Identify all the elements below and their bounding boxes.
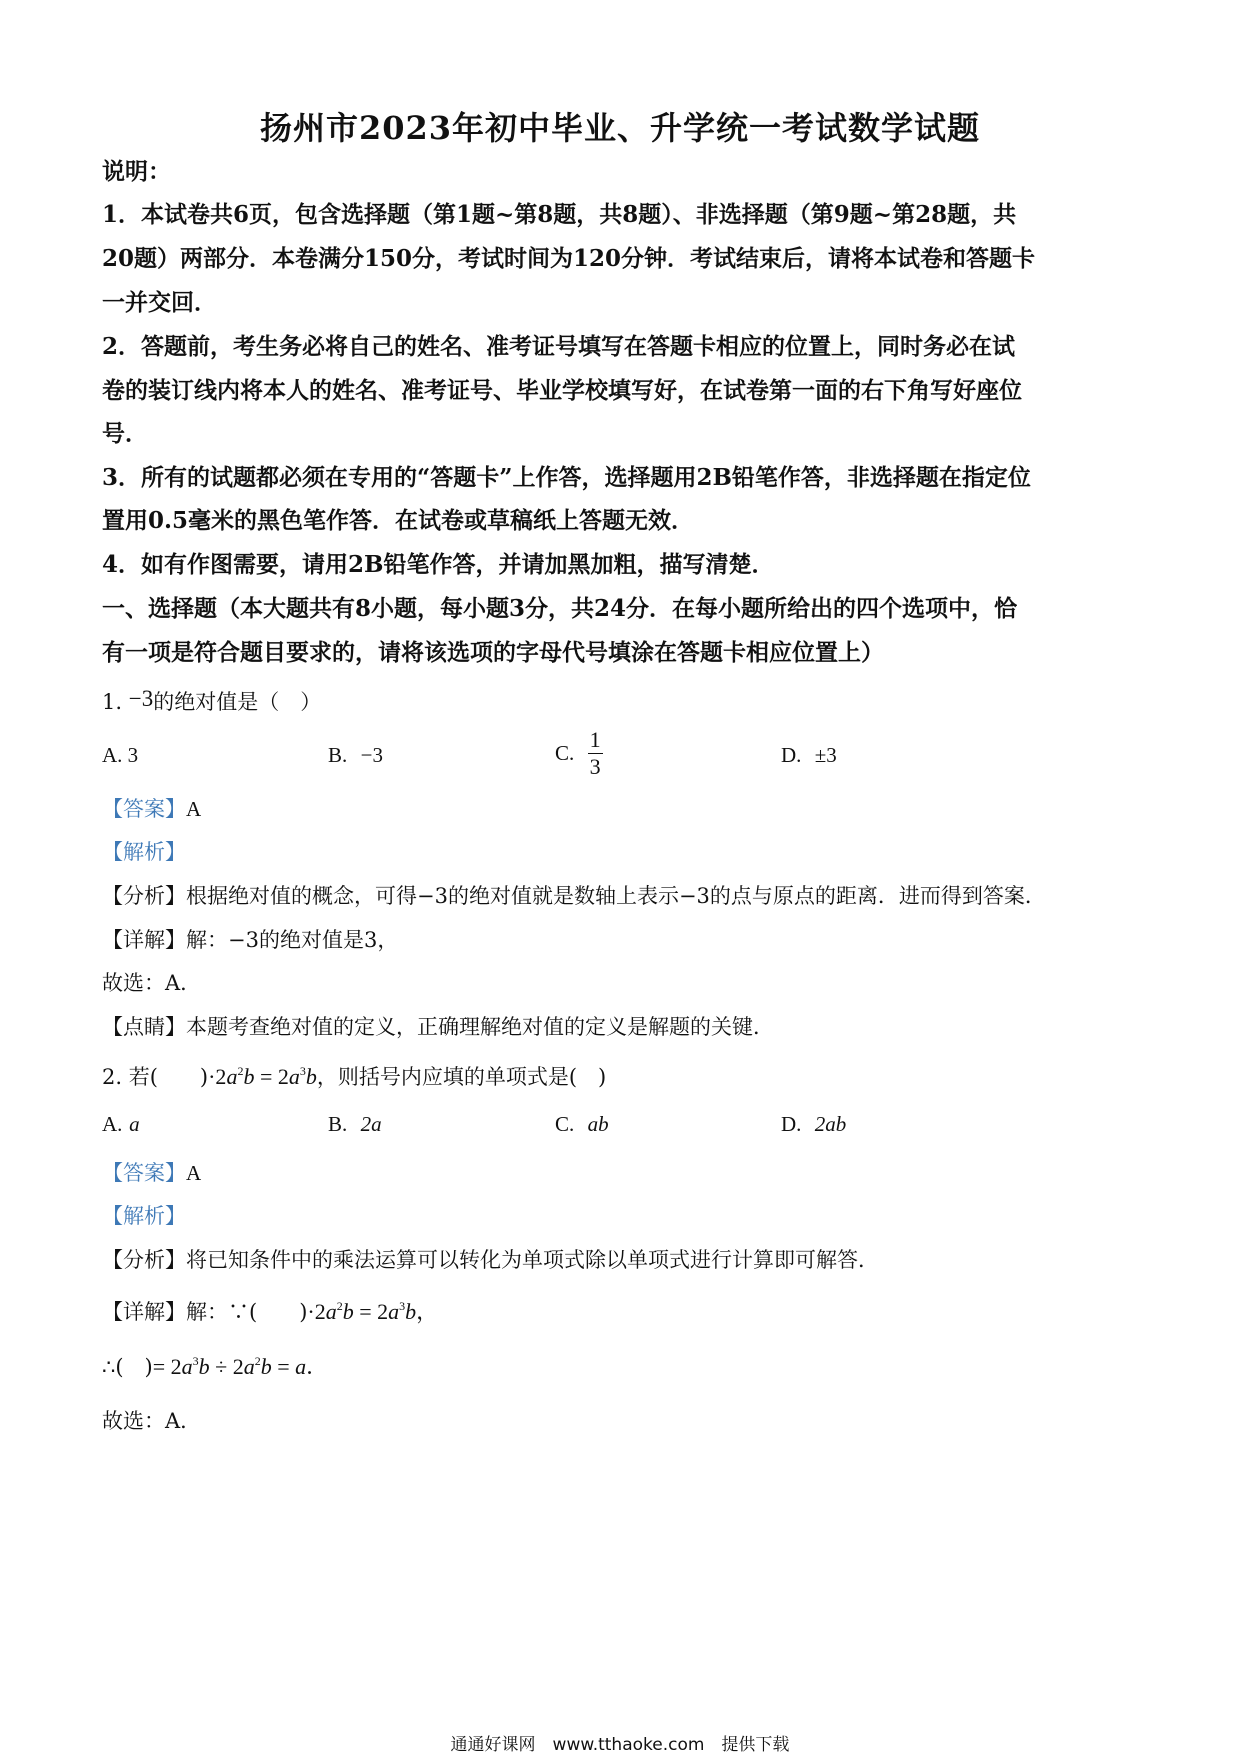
q2-guxuan: 故选：A． (102, 1409, 202, 1433)
q1-answer: 【答案】A (102, 797, 202, 821)
q2-xiangjie: 【详解】解：∵( )$\cdot 2a^2b = 2a^3b$， (102, 1299, 439, 1324)
footer-source: 通通好课网 www.tthaoke.com 提供下载 (450, 1735, 790, 1755)
note-line: 2．答题前，考生务必将自己的姓名、准考证号填写在答题卡相应的位置上，同时务必在试 (102, 333, 1016, 360)
note-line: 4．如有作图需要，请用2B铅笔作答，并请加黑加粗，描写清楚． (102, 551, 775, 578)
note-line: 1．本试卷共6页，包含选择题（第1题~第8题，共8题）、非选择题（第9题~第28题，共 (102, 201, 1017, 228)
question-1-stem: 1. −3的绝对值是（ ） (102, 686, 322, 714)
q2-option-d: D. 2ab (781, 1112, 847, 1136)
note-line: 20题）两部分．本卷满分150分，考试时间为120分钟．考试结束后，请将本试卷和答题卡 (102, 245, 1036, 272)
q2-option-b: B. 2a (328, 1112, 382, 1136)
section-heading: 一、选择题（本大题共有8小题，每小题3分，共24分．在每小题所给出的四个选项中，恰 (102, 595, 1018, 622)
fraction-one-third: $\frac{1}{3}$ (589, 727, 601, 779)
q2-step-2: ∴( )= $2a^3b \div 2a^2b = a$． (102, 1354, 329, 1379)
note-line: 3．所有的试题都必须在专用的“答题卡”上作答，选择题用2B铅笔作答，非选择题在指定位 (102, 464, 1031, 491)
q1-analysis-tag: 【解析】 (102, 840, 186, 864)
q2-answer: 【答案】A (102, 1161, 202, 1185)
q1-option-a: A. 3 (102, 743, 139, 767)
q1-fenxi: 【分析】根据绝对值的概念，可得−3的绝对值就是数轴上表示−3的点与原点的距离．进而得到答案． (102, 884, 1046, 908)
q2-option-a: A. a (102, 1112, 140, 1136)
q2-analysis-tag: 【解析】 (102, 1204, 186, 1228)
q2-option-c: C. ab (555, 1112, 609, 1136)
page-title: 扬州市2023年初中毕业、升学统一考试数学试题 (259, 109, 981, 147)
note-line: 置用0.5毫米的黑色笔作答．在试卷或草稿纸上答题无效． (102, 507, 695, 534)
question-2-stem: 2. 若( )$\cdot 2a^2b = 2a^3b$，则括号内应填的单项式是( ) (102, 1064, 607, 1089)
note-line: 一并交回． (102, 289, 217, 316)
note-line: 卷的装订线内将本人的姓名、准考证号、毕业学校填写好，在试卷第一面的右下角写好座位 (102, 377, 1022, 404)
q2-fenxi: 【分析】将已知条件中的乘法运算可以转化为单项式除以单项式进行计算即可解答． (102, 1248, 879, 1272)
note-line: 号． (102, 420, 148, 447)
q1-option-b: B. −3 (328, 743, 383, 767)
q1-option-c: C. $\frac{1}{3}$ (555, 727, 601, 779)
intro-heading: 说明： (102, 158, 171, 185)
q1-xiangjie: 【详解】解：−3的绝对值是3， (102, 928, 399, 952)
q1-dianjing: 【点睛】本题考查绝对值的定义，正确理解绝对值的定义是解题的关键． (102, 1015, 774, 1039)
section-heading: 有一项是符合题目要求的，请将该选项的字母代号填涂在答题卡相应位置上） (102, 639, 884, 666)
q1-guxuan: 故选：A． (102, 971, 202, 995)
q1-option-d: D. ±3 (781, 743, 837, 767)
